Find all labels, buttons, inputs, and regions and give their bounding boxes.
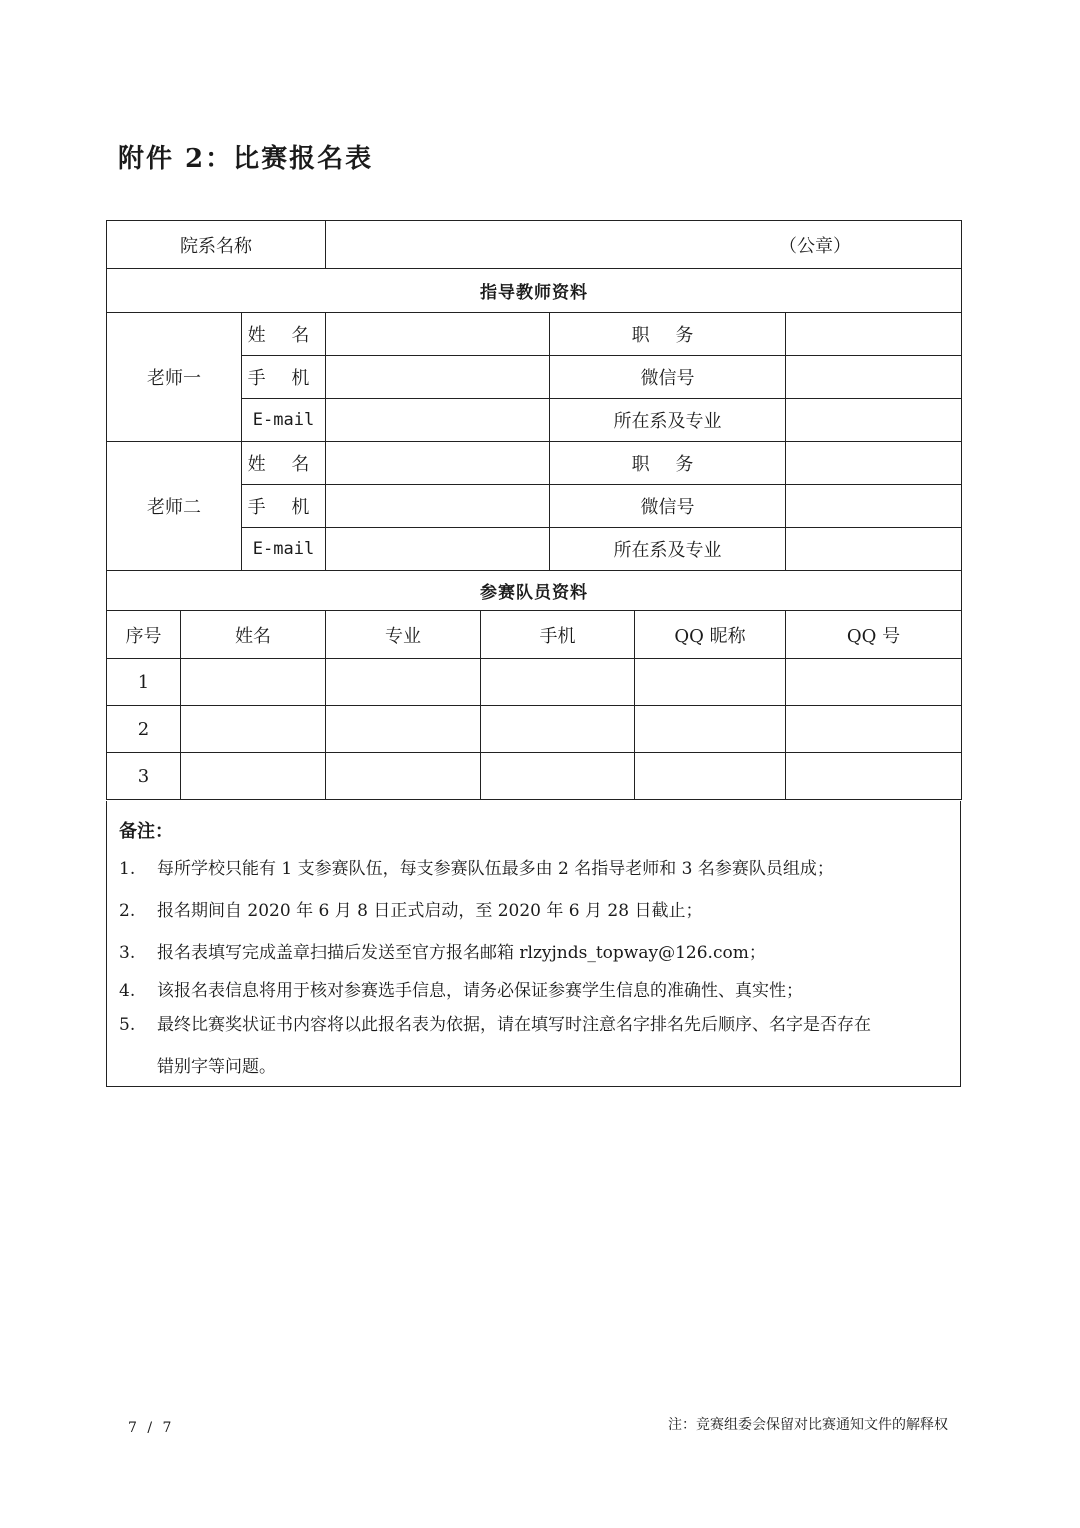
teacher-2-email-field[interactable] xyxy=(326,528,550,571)
note-text: 最终比赛奖状证书内容将以此报名表为依据，请在填写时注意名字排名先后顺序、名字是否存在 xyxy=(157,1015,871,1035)
header-name: 姓名 xyxy=(181,611,326,659)
teacher-2-position-label: 职 务 xyxy=(550,442,786,485)
teacher-2-phone-label: 手 机 xyxy=(242,485,326,528)
table-row xyxy=(107,753,962,800)
teacher-1-position-field[interactable] xyxy=(786,313,962,356)
teacher-2-wechat-field[interactable] xyxy=(786,485,962,528)
teacher-section-header: 指导教师资料 xyxy=(107,269,962,313)
teacher-2-major-label: 所在系及专业 xyxy=(550,528,786,571)
header-index: 序号 xyxy=(107,611,181,659)
member-phone-field[interactable] xyxy=(481,659,635,706)
header-phone: 手机 xyxy=(481,611,635,659)
member-major-field[interactable] xyxy=(326,706,481,753)
notes-box xyxy=(106,801,961,1087)
note-item xyxy=(119,979,949,1003)
teacher-1-phone-field[interactable] xyxy=(326,356,550,399)
member-major-field[interactable] xyxy=(326,659,481,706)
member-name-field[interactable] xyxy=(181,753,326,800)
teacher-2-wechat-label: 微信号 xyxy=(550,485,786,528)
teacher-1-major-field[interactable] xyxy=(786,399,962,442)
teacher-1-wechat-field[interactable] xyxy=(786,356,962,399)
page-number: 7 / 7 xyxy=(128,1420,175,1436)
teacher-2-email-label: E-mail xyxy=(242,528,326,571)
header-qq-nickname: QQ 昵称 xyxy=(635,611,786,659)
teacher-1-phone-label: 手 机 xyxy=(242,356,326,399)
member-major-field[interactable] xyxy=(326,753,481,800)
teacher-1-name-field[interactable] xyxy=(326,313,550,356)
member-name-field[interactable] xyxy=(181,706,326,753)
row-index: 3 xyxy=(107,753,181,800)
teacher-1-email-field[interactable] xyxy=(326,399,550,442)
member-qq-nickname-field[interactable] xyxy=(635,706,786,753)
note-item xyxy=(119,857,949,881)
teacher-2-phone-field[interactable] xyxy=(326,485,550,528)
member-qq-number-field[interactable] xyxy=(786,659,962,706)
seal-label: （公章） xyxy=(779,235,852,257)
footer-note: 注：竞赛组委会保留对比赛通知文件的解释权 xyxy=(668,1417,948,1433)
note-text-continued: 错别字等问题。 xyxy=(157,1057,276,1077)
teacher-1-wechat-label: 微信号 xyxy=(550,356,786,399)
note-number: 5. xyxy=(119,1015,136,1035)
note-item xyxy=(119,899,949,923)
note-number: 1. xyxy=(119,859,136,879)
notes-title: 备注： xyxy=(119,821,173,842)
member-qq-nickname-field[interactable] xyxy=(635,753,786,800)
note-item xyxy=(119,1013,949,1079)
header-qq-number: QQ 号 xyxy=(786,611,962,659)
note-text: 该报名表信息将用于核对参赛选手信息，请务必保证参赛学生信息的准确性、真实性； xyxy=(157,981,803,1001)
teacher-2-name-field[interactable] xyxy=(326,442,550,485)
teacher-1-email-label: E-mail xyxy=(242,399,326,442)
table-row xyxy=(107,659,962,706)
registration-form xyxy=(106,220,962,800)
note-text: 每所学校只能有 1 支参赛队伍，每支参赛队伍最多由 2 名指导老师和 3 名参赛队员组成； xyxy=(157,859,834,879)
member-name-field[interactable] xyxy=(181,659,326,706)
member-section-header: 参赛队员资料 xyxy=(107,571,962,611)
teacher-2-major-field[interactable] xyxy=(786,528,962,571)
teacher-1-label: 老师一 xyxy=(107,313,242,442)
note-item xyxy=(119,941,949,965)
teacher-2-label: 老师二 xyxy=(107,442,242,571)
member-phone-field[interactable] xyxy=(481,706,635,753)
note-number: 3. xyxy=(119,943,136,963)
row-index: 1 xyxy=(107,659,181,706)
member-phone-field[interactable] xyxy=(481,753,635,800)
row-index: 2 xyxy=(107,706,181,753)
header-major: 专业 xyxy=(326,611,481,659)
note-text: 报名期间自 2020 年 6 月 8 日正式启动，至 2020 年 6 月 28 日截止； xyxy=(157,901,703,921)
page-title: 附件 2：比赛报名表 xyxy=(118,144,374,174)
member-qq-nickname-field[interactable] xyxy=(635,659,786,706)
table-row xyxy=(107,706,962,753)
teacher-2-name-label: 姓 名 xyxy=(242,442,326,485)
teacher-2-position-field[interactable] xyxy=(786,442,962,485)
teacher-1-name-label: 姓 名 xyxy=(242,313,326,356)
note-number: 4. xyxy=(119,981,136,1001)
dept-field[interactable] xyxy=(326,221,962,269)
dept-label: 院系名称 xyxy=(107,221,326,269)
teacher-1-major-label: 所在系及专业 xyxy=(550,399,786,442)
teacher-1-position-label: 职 务 xyxy=(550,313,786,356)
note-number: 2. xyxy=(119,901,136,921)
member-qq-number-field[interactable] xyxy=(786,753,962,800)
note-text: 报名表填写完成盖章扫描后发送至官方报名邮箱 rlzyjnds_topway@126.com； xyxy=(157,943,766,963)
member-qq-number-field[interactable] xyxy=(786,706,962,753)
